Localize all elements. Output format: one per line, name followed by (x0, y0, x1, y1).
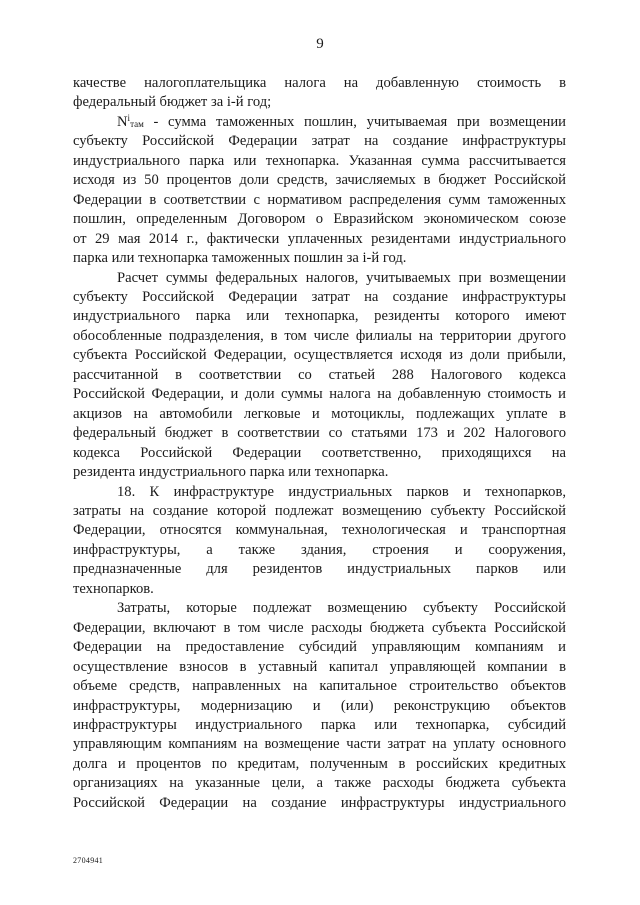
text-line: рассчитанной в соответствии со статьей 288 Налогового кодекса (73, 366, 566, 383)
text-line: технопарков. (73, 580, 154, 597)
formula-superscript: i (127, 112, 131, 123)
text-line: акцизов на автомобили легковые и мотоциклы, подлежащих уплате в (73, 405, 566, 422)
formula-subscript: там (130, 118, 144, 129)
text-line: организациях на указанные цели, а также расходы бюджета субъекта (73, 775, 566, 792)
text-line: Российской Федерации, и доли суммы налога на добавленную стоимость и (73, 386, 566, 403)
text-line: субъекту Российской Федерации затрат на создание инфраструктуры (73, 288, 566, 305)
text-line: исходя из 50 процентов доли средств, зачисляемых в бюджет Российской (73, 172, 566, 189)
text-line: субъекта Российской Федерации, осуществляется исходя из доли прибыли, (73, 347, 566, 364)
text-line: Затраты, которые подлежат возмещению субъекту Российской (117, 600, 566, 617)
formula-variable: N (117, 113, 128, 130)
text-line: инфраструктуры индустриального парка или технопарка, субсидий (73, 716, 566, 733)
text-line: Расчет суммы федеральных налогов, учитываемых при возмещении (117, 269, 566, 286)
text-line: долга и процентов по кредитам, полученным в российских кредитных (73, 755, 566, 772)
text-line: качестве налогоплательщика налога на добавленную стоимость в (73, 75, 566, 91)
text-line: индустриального парка или технопарка, резиденты которого имеют (73, 308, 566, 325)
text-line: 18. К инфраструктуре индустриальных парков и технопарков, (117, 483, 566, 500)
text-line (73, 113, 566, 132)
text-line: федеральный бюджет в соответствии со статьями 173 и 202 Налогового (73, 425, 566, 442)
text-line: инфраструктуры, а также здания, строения и сооружения, (73, 541, 566, 558)
text-line: осуществление взносов в уставный капитал управляющей компании в (73, 658, 566, 675)
text-line: федеральный бюджет за i-й год; (73, 94, 272, 111)
text-line: Федерации, относятся коммунальная, технологическая и транспортная (73, 522, 566, 539)
text-line: субъекту Российской Федерации затрат на создание инфраструктуры (73, 133, 566, 150)
text-line: Российской Федерации на создание инфраструктуры индустриального (73, 794, 566, 811)
text-line: от 29 мая 2014 г., фактически уплаченных резидентами индустриального (73, 230, 566, 247)
text-line: объеме средств, направленных на капитальное строительство объектов (73, 678, 566, 695)
document-code: 2704941 (73, 856, 104, 865)
text-line: Федерации на предоставление субсидий управляющим компаниям и (73, 639, 566, 656)
text-line: управляющим компаниям на возмещение части затрат на уплату основного (73, 736, 566, 753)
text-line: Федерации, включают в том числе расходы бюджета субъекта Российской (73, 619, 566, 636)
text-line: кодекса Российской Федерации соответственно, приходящихся на (73, 444, 566, 461)
text-line: резидента индустриального парка или технопарка. (73, 464, 389, 481)
text-line: парка или технопарка таможенных пошлин за i-й год. (73, 250, 407, 267)
page-number: 9 (316, 36, 324, 52)
text-line: затраты на создание которой подлежат возмещению субъекту Российской (73, 502, 566, 519)
text-line: индустриального парка или технопарка. Указанная сумма рассчитывается (73, 152, 566, 169)
text-line: инфраструктуры, модернизацию и (или) реконструкцию объектов (73, 697, 566, 714)
document-body (73, 74, 566, 813)
text-span: - сумма таможенных пошлин, учитываемая при возмещении (143, 113, 566, 130)
text-line: пошлин, определенным Договором о Евразийском экономическом союзе (73, 211, 566, 228)
text-line: предназначенные для резидентов индустриальных парков или (73, 561, 566, 578)
text-line: Федерации в соответствии с нормативом распределения сумм таможенных (73, 191, 566, 208)
text-line: обособленные подразделения, в том числе филиалы на территории другого (73, 327, 566, 344)
